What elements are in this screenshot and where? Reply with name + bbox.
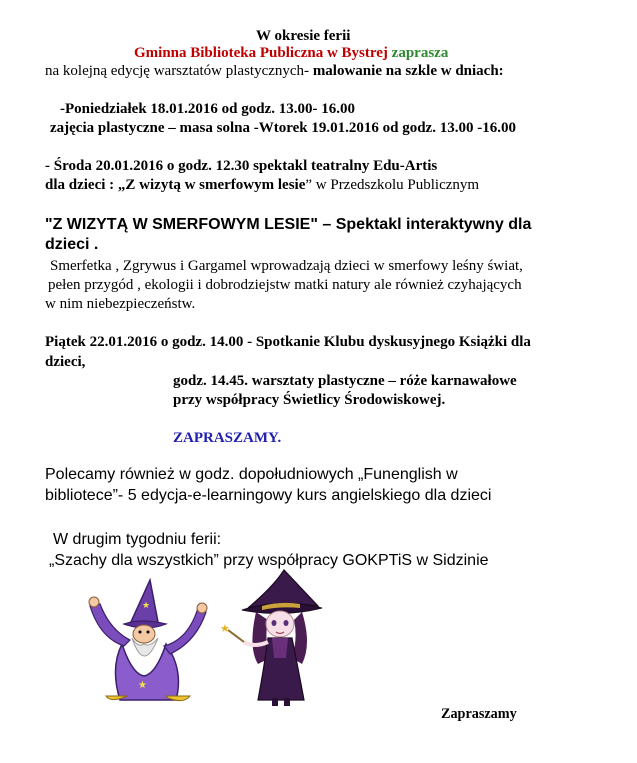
svg-text:★: ★	[142, 601, 151, 611]
second-week-line-1: W drugim tygodniu ferii:	[53, 531, 222, 548]
schedule-wednesday-2-bold: dla dzieci : „Z wizytą w smerfowym lesie	[45, 177, 306, 193]
witch-illustration	[218, 568, 338, 708]
friday-line-4: przy współpracy Świetlicy Środowiskowej.	[173, 392, 446, 408]
spectacle-title-1: "Z WIZYTĄ W SMERFOWYM LESIE" – Spektakl interaktywny dla	[45, 216, 532, 233]
spectacle-desc-3: w nim niebezpieczeństw.	[45, 296, 196, 312]
spectacle-desc-1: Smerfetka , Zgrywus i Gargamel wprowadzają dzieci w smerfowy leśny świat,	[50, 258, 523, 274]
footer-sign: Zapraszamy	[441, 706, 517, 722]
friday-line-3: godz. 14.45. warsztaty plastyczne – róże karnawałowe	[173, 373, 517, 389]
second-week-line-2: „Szachy dla wszystkich” przy współpracy GOKPTiS w Sidzinie	[49, 552, 489, 569]
wizard-illustration	[80, 578, 220, 708]
schedule-tuesday: zajęcia plastyczne – masa solna -Wtorek 19.01.2016 od godz. 13.00 -16.00	[50, 120, 516, 136]
header-line-3-prefix: na kolejną edycję warsztatów plastycznych-	[45, 63, 313, 79]
schedule-monday: -Poniedziałek 18.01.2016 od godz. 13.00- 16.00	[60, 101, 355, 117]
spectacle-title-2: dzieci .	[45, 236, 99, 253]
header-line-3	[45, 63, 504, 80]
header-line-1: W okresie ferii	[256, 28, 351, 44]
spectacle-desc-2: pełen przygód , ekologii i dobrodziejstw matki natury ale również czyhających	[48, 277, 522, 293]
schedule-wednesday-2-rest: ” w Przedszkolu Publicznym	[305, 177, 480, 193]
library-name: Gminna Biblioteka Publiczna w Bystrej	[134, 45, 388, 61]
friday-line-1: Piątek 22.01.2016 o godz. 14.00 - Spotkanie Klubu dyskusyjnego Książki dla	[45, 334, 531, 350]
svg-text:★: ★	[220, 622, 230, 635]
friday-line-2: dzieci,	[45, 354, 86, 370]
schedule-wednesday-2	[45, 177, 479, 194]
header-line-2	[134, 45, 448, 62]
invite-word: zaprasza	[391, 45, 449, 61]
svg-text:★: ★	[138, 680, 147, 691]
friday-invite: ZAPRASZAMY.	[173, 430, 282, 446]
recommend-line-2: bibliotece”- 5 edycja-e-learningowy kurs angielskiego dla dzieci	[45, 487, 492, 504]
header-line-3-bold: malowanie na szkle w dniach:	[312, 63, 504, 79]
schedule-wednesday: - Środa 20.01.2016 o godz. 12.30 spektakl teatralny Edu-Artis	[45, 158, 438, 174]
recommend-line-1: Polecamy również w godz. dopołudniowych „Funenglish w	[45, 466, 458, 483]
